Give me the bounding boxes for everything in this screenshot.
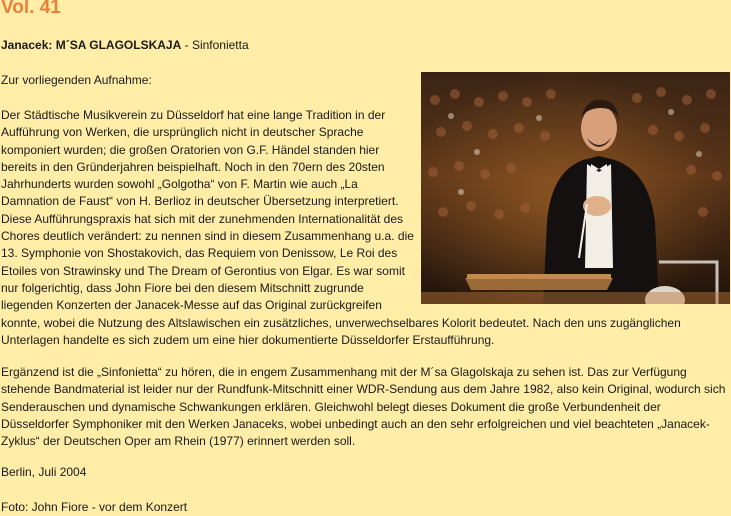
paragraph-1-block [1,107,730,349]
conductor-photo [421,72,730,304]
date-line: Berlin, Juli 2004 [1,465,87,479]
title-separator: - [181,38,192,52]
volume-heading: Vol. 41 [1,0,61,18]
paragraph-1: Der Städtische Musikverein zu Düsseldorf hat eine lange Tradition in der Aufführung von Werken, die ursprünglich nicht in deutscher Sprache komponiert wurden; die großen Oratorien von G.F. Händel standen hier bereits in den Gründerjahren beispielhaft. Noch in den 70ern des 20sten Jahrhunderts wurden sowohl „Golgotha“ von F. Martin wie auch „La Damnation de Faust“ von H. Berlioz in deutscher Übersetzung interpretiert. Diese Aufführungspraxis hat sich mit der zunehmenden Internationalität des Chores deutlich verändert: zu nennen sind in diesem Zusammenhang u.a. die 13. Symphonie von Shostakovich, das Requiem von Denissow, Le Roi des Etoiles von Strawinsky und The Dream of Gerontius von Elgar. Es war somit nur folgerichtig, dass John Fiore bei den diesem Mitschnitt zugrunde liegenden Konzerten der Janacek-Messe auf das Original zurückgreifen konnte, wobei die Nutzung des Altslawischen ein zusätzliches, unverwechselbares Kolorit bedeutet. Nach den uns zugänglichen Unterlagen handelte es sich zudem um eine hier dokumentierte Düsseldorfer Erstaufführung. [1,108,681,347]
work-subtitle: Sinfonietta [191,38,249,52]
intro-text: Zur vorliegenden Aufnahme: [1,73,152,87]
paragraph-2: Ergänzend ist die „Sinfonietta“ zu hören, die in engem Zusammenhang mit der M´sa Glagolskaja zu sehen ist. Das zur Verfügung stehende Bandmaterial ist leider nur der Rundfunk-Mitschnitt einer WDR-Sendung aus dem Jahre 1982, also kein Original, wodurch sich Senderauschen und dynamische Schwankungen erklären. Gleichwohl belegt dieses Dokument die große Verbundenheit der Düsseldorfer Symphoniker mit den Werken Janaceks, wobei unbedingt auch an den sehr erfolgreichen und viel beachteten „Janacek-Zyklus“ der Deutschen Oper am Rhein (1977) erinnert werden soll. [1,365,726,449]
work-title-line [1,37,249,54]
composer-work-title: Janacek: M´SA GLAGOLSKAJA [1,38,182,52]
conductor-photo-illustration [421,72,730,304]
photo-caption: Foto: John Fiore - vor dem Konzert [1,500,188,514]
